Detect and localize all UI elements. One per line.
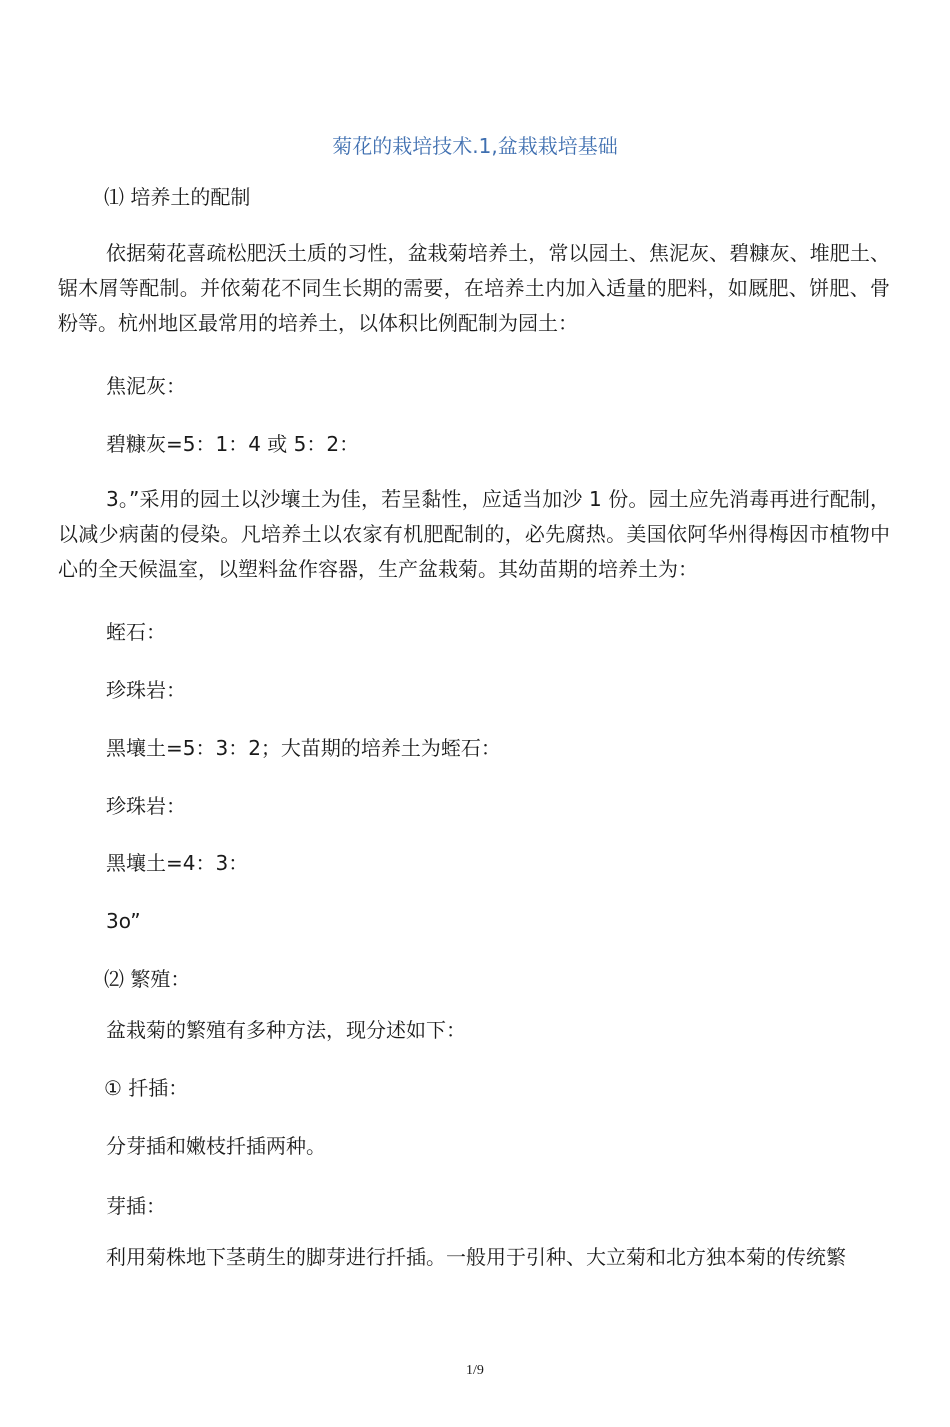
text-line: 盆栽菊的繁殖有多种方法，现分述如下： <box>106 1018 466 1042</box>
text-line: 分芽插和嫩枝扦插两种。 <box>106 1134 326 1158</box>
text-line: 黑壤土=5：3：2；大苗期的培养土为蛭石： <box>106 736 501 760</box>
paragraph-soil-composition: 依据菊花喜疏松肥沃土质的习性，盆栽菊培养土，常以园土、焦泥灰、碧糠灰、堆肥土、锯木屑等配制。并依菊花不同生长期的需要，在培养土内加入适量的肥料，如厩肥、饼肥、骨粉等。杭州地区最常用的培养土，以体积比例配制为园土： <box>58 241 890 335</box>
subheading-cutting: ① 扦插： <box>104 1076 189 1100</box>
paragraph-garden-soil: 3。”采用的园土以沙壤土为佳，若呈黏性，应适当加沙 1 份。园土应先消毒再进行配制，以减少病菌的侵染。凡培养土以农家有机肥配制的，必先腐热。美国依阿华州得梅因市植物中心的全天候温室，以塑料盆作容器，生产盆栽菊。其幼苗期的培养土为： <box>58 487 890 581</box>
text-line: 黑壤土=4：3： <box>106 851 249 875</box>
text-line: 蛭石： <box>106 620 166 644</box>
text-line: 3o” <box>106 909 141 933</box>
text-line: 碧糠灰=5：1：4 或 5：2： <box>106 432 360 456</box>
text-line: 焦泥灰： <box>106 374 186 398</box>
section-heading-soil: ⑴ 培养土的配制 <box>104 185 251 209</box>
section-heading-propagation: ⑵ 繁殖： <box>104 967 191 991</box>
subheading-bud-cutting: 芽插： <box>106 1194 166 1218</box>
text-line: 珍珠岩： <box>106 678 186 702</box>
document-title: 菊花的栽培技术.1,盆栽栽培基础 <box>332 134 618 158</box>
text-line: 利用菊株地下茎萌生的脚芽进行扦插。一般用于引种、大立菊和北方独本菊的传统繁 <box>106 1245 846 1269</box>
text-line: 珍珠岩： <box>106 794 186 818</box>
page-number: 1/9 <box>466 1363 484 1378</box>
